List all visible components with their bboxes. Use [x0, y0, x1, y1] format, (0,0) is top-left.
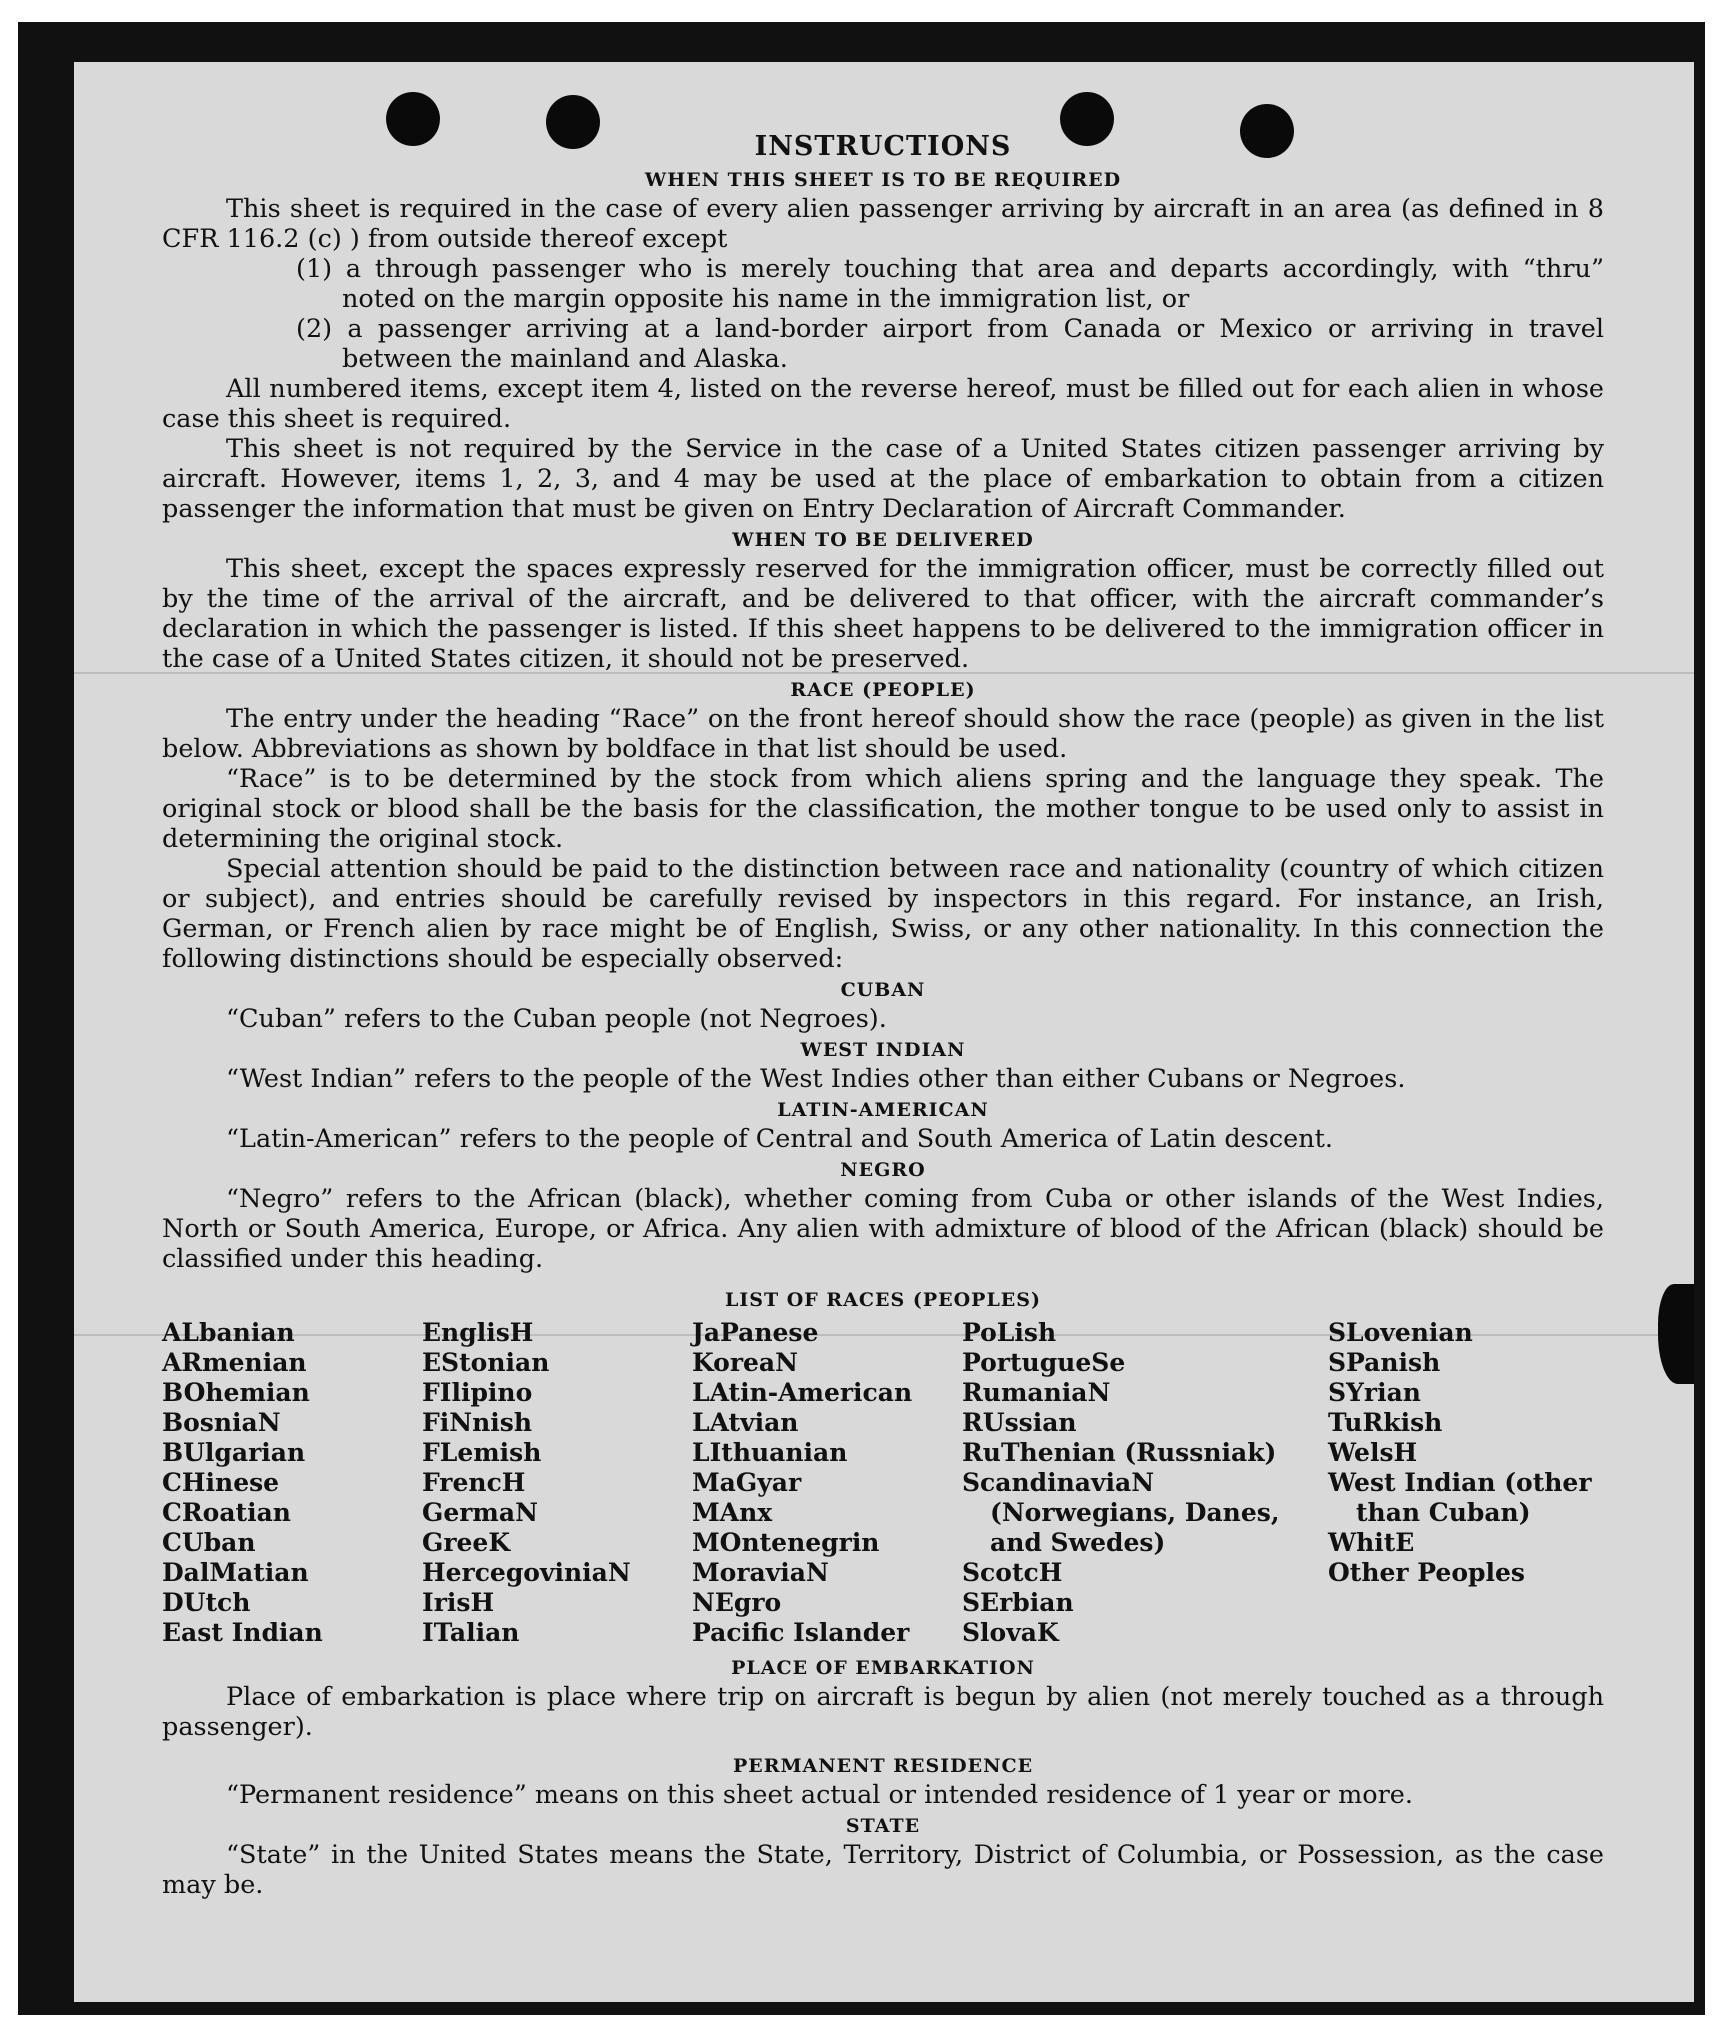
document-frame [18, 22, 1705, 2015]
race-item: SErbian [962, 1588, 1074, 1617]
paragraph: This sheet is not required by the Service in the case of a United States citizen passenger arriving by aircraft. However, items 1, 2, 3, and 4 may be used at the place of embarkation to obtain from a citizen passenger the information that must be given on Entry Declaration of Aircraft Commander. [162, 434, 1604, 524]
race-item: PortugueSe [962, 1348, 1126, 1377]
race-item: East Indian [162, 1618, 323, 1647]
paragraph: Place of embarkation is place where trip on aircraft is begun by alien (not merely touched as a through passenger). [162, 1682, 1604, 1742]
section-heading: LIST OF RACES (PEOPLES) [725, 1289, 1041, 1311]
paragraph: “Permanent residence” means on this sheet actual or intended residence of 1 year or more. [226, 1780, 1413, 1810]
race-item: DUtch [162, 1588, 251, 1617]
race-item: CUban [162, 1528, 256, 1557]
race-item: FIlipino [422, 1378, 533, 1407]
race-item: WhitE [1328, 1528, 1415, 1557]
race-item: CHinese [162, 1468, 280, 1497]
race-item: RumaniaN [962, 1378, 1111, 1407]
race-item: JaPanese [692, 1318, 819, 1347]
race-item: MoraviaN [692, 1558, 829, 1587]
race-column [962, 1318, 1328, 1648]
paragraph: The entry under the heading “Race” on the front hereof should show the race (people) as given in the list below. Abbreviations as shown by boldface in that list should be used. [162, 704, 1604, 764]
race-item: EStonian [422, 1348, 550, 1377]
race-item: West Indian (other than Cuban) [1328, 1468, 1592, 1527]
section-heading: CUBAN [840, 979, 926, 1001]
race-item: LAtvian [692, 1408, 799, 1437]
section-heading: PLACE OF EMBARKATION [731, 1657, 1035, 1679]
race-item: Other Peoples [1328, 1558, 1525, 1587]
race-item: MaGyar [692, 1468, 802, 1497]
race-item: RUssian [962, 1408, 1077, 1437]
race-item: FLemish [422, 1438, 542, 1467]
race-item: SLovenian [1328, 1318, 1473, 1347]
race-item: IrisH [422, 1588, 495, 1617]
section-heading: LATIN-AMERICAN [777, 1099, 989, 1121]
section-heading: NEGRO [840, 1159, 926, 1181]
race-column [692, 1318, 962, 1648]
race-item: CRoatian [162, 1498, 291, 1527]
paragraph: This sheet is required in the case of every alien passenger arriving by aircraft in an area (as defined in 8 CFR 116.2 (c) ) from outside thereof except [162, 194, 1604, 254]
scanned-sheet [74, 62, 1694, 2002]
race-item: Pacific Islander [692, 1618, 910, 1647]
race-item: MOntenegrin [692, 1528, 880, 1557]
race-item: TuRkish [1328, 1408, 1443, 1437]
race-item: ScotcH [962, 1558, 1063, 1587]
paragraph: “Latin-American” refers to the people of Central and South America of Latin descent. [226, 1124, 1334, 1154]
race-item: SlovaK [962, 1618, 1059, 1647]
race-item: BosniaN [162, 1408, 281, 1437]
section-heading: WHEN TO BE DELIVERED [732, 529, 1034, 551]
page-title: INSTRUCTIONS [754, 131, 1012, 162]
race-item: FiNnish [422, 1408, 533, 1437]
section-heading: STATE [845, 1815, 921, 1837]
race-item: SPanish [1328, 1348, 1441, 1377]
race-item: LIthuanian [692, 1438, 848, 1467]
section-heading: WEST INDIAN [800, 1039, 966, 1061]
paragraph: All numbered items, except item 4, listed on the reverse hereof, must be filled out for each alien in whose case this sheet is required. [162, 374, 1604, 434]
paragraph: Special attention should be paid to the distinction between race and nationality (country of which citizen or subject), and entries should be carefully revised by inspectors in this regard. For instance, an Irish, German, or French alien by race might be of English, Swiss, or any other nationality. In this connection the following distinctions should be especially observed: [162, 854, 1604, 974]
paragraph: This sheet, except the spaces expressly reserved for the immigration officer, must be correctly filled out by the time of the arrival of the aircraft, and be delivered to that officer, with the aircraft commander’s declaration in which the passenger is listed. If this sheet happens to be delivered to the immigration officer in the case of a United States citizen, it should not be preserved. [162, 554, 1604, 674]
race-item: LAtin-American [692, 1378, 913, 1407]
race-item: FrencH [422, 1468, 526, 1497]
section-heading: PERMANENT RESIDENCE [732, 1755, 1034, 1777]
race-item: DalMatian [162, 1558, 309, 1587]
paragraph: “West Indian” refers to the people of the West Indies other than either Cubans or Negroes. [226, 1064, 1406, 1094]
race-item: GermaN [422, 1498, 538, 1527]
section-heading: RACE (PEOPLE) [790, 679, 976, 701]
race-item: HercegoviniaN [422, 1558, 631, 1587]
torn-edge [1658, 1284, 1694, 1384]
paragraph: “Race” is to be determined by the stock from which aliens spring and the language they speak. The original stock or blood shall be the basis for the classification, the mother tongue to be used only to assist in determining the original stock. [162, 764, 1604, 854]
paragraph: “State” in the United States means the State, Territory, District of Columbia, or Possession, as the case may be. [162, 1840, 1604, 1900]
race-list [162, 1318, 1604, 1648]
race-item: BOhemian [162, 1378, 310, 1407]
race-column [422, 1318, 692, 1648]
race-column [1328, 1318, 1604, 1648]
race-item: BUlgarian [162, 1438, 306, 1467]
race-item: EnglisH [422, 1318, 534, 1347]
paragraph: “Negro” refers to the African (black), whether coming from Cuba or other islands of the West Indies, North or South America, Europe, or Africa. Any alien with admixture of blood of the African (black) should be classified under this heading. [162, 1184, 1604, 1274]
list-item: (2) a passenger arriving at a land-border airport from Canada or Mexico or arriving in travel between the mainland and Alaska. [296, 314, 1604, 374]
race-item: NEgro [692, 1588, 782, 1617]
list-item: (1) a through passenger who is merely touching that area and departs accordingly, with “thru” noted on the margin opposite his name in the immigration list, or [296, 254, 1604, 314]
instructions-content [162, 130, 1604, 1900]
race-item: MAnx [692, 1498, 773, 1527]
race-item: ARmenian [162, 1348, 307, 1377]
race-item: WelsH [1328, 1438, 1418, 1467]
section-heading: WHEN THIS SHEET IS TO BE REQUIRED [644, 169, 1122, 191]
race-item: PoLish [962, 1318, 1057, 1347]
race-item: RuThenian (Russniak) [962, 1438, 1277, 1467]
race-item: ITalian [422, 1618, 520, 1647]
race-item: KoreaN [692, 1348, 798, 1377]
race-item: ScandinaviaN (Norwegians, Danes, and Swedes) [962, 1468, 1280, 1557]
race-column [162, 1318, 422, 1648]
race-item: GreeK [422, 1528, 511, 1557]
race-item: SYrian [1328, 1378, 1421, 1407]
paragraph: “Cuban” refers to the Cuban people (not Negroes). [226, 1004, 887, 1034]
race-item: ALbanian [162, 1318, 295, 1347]
